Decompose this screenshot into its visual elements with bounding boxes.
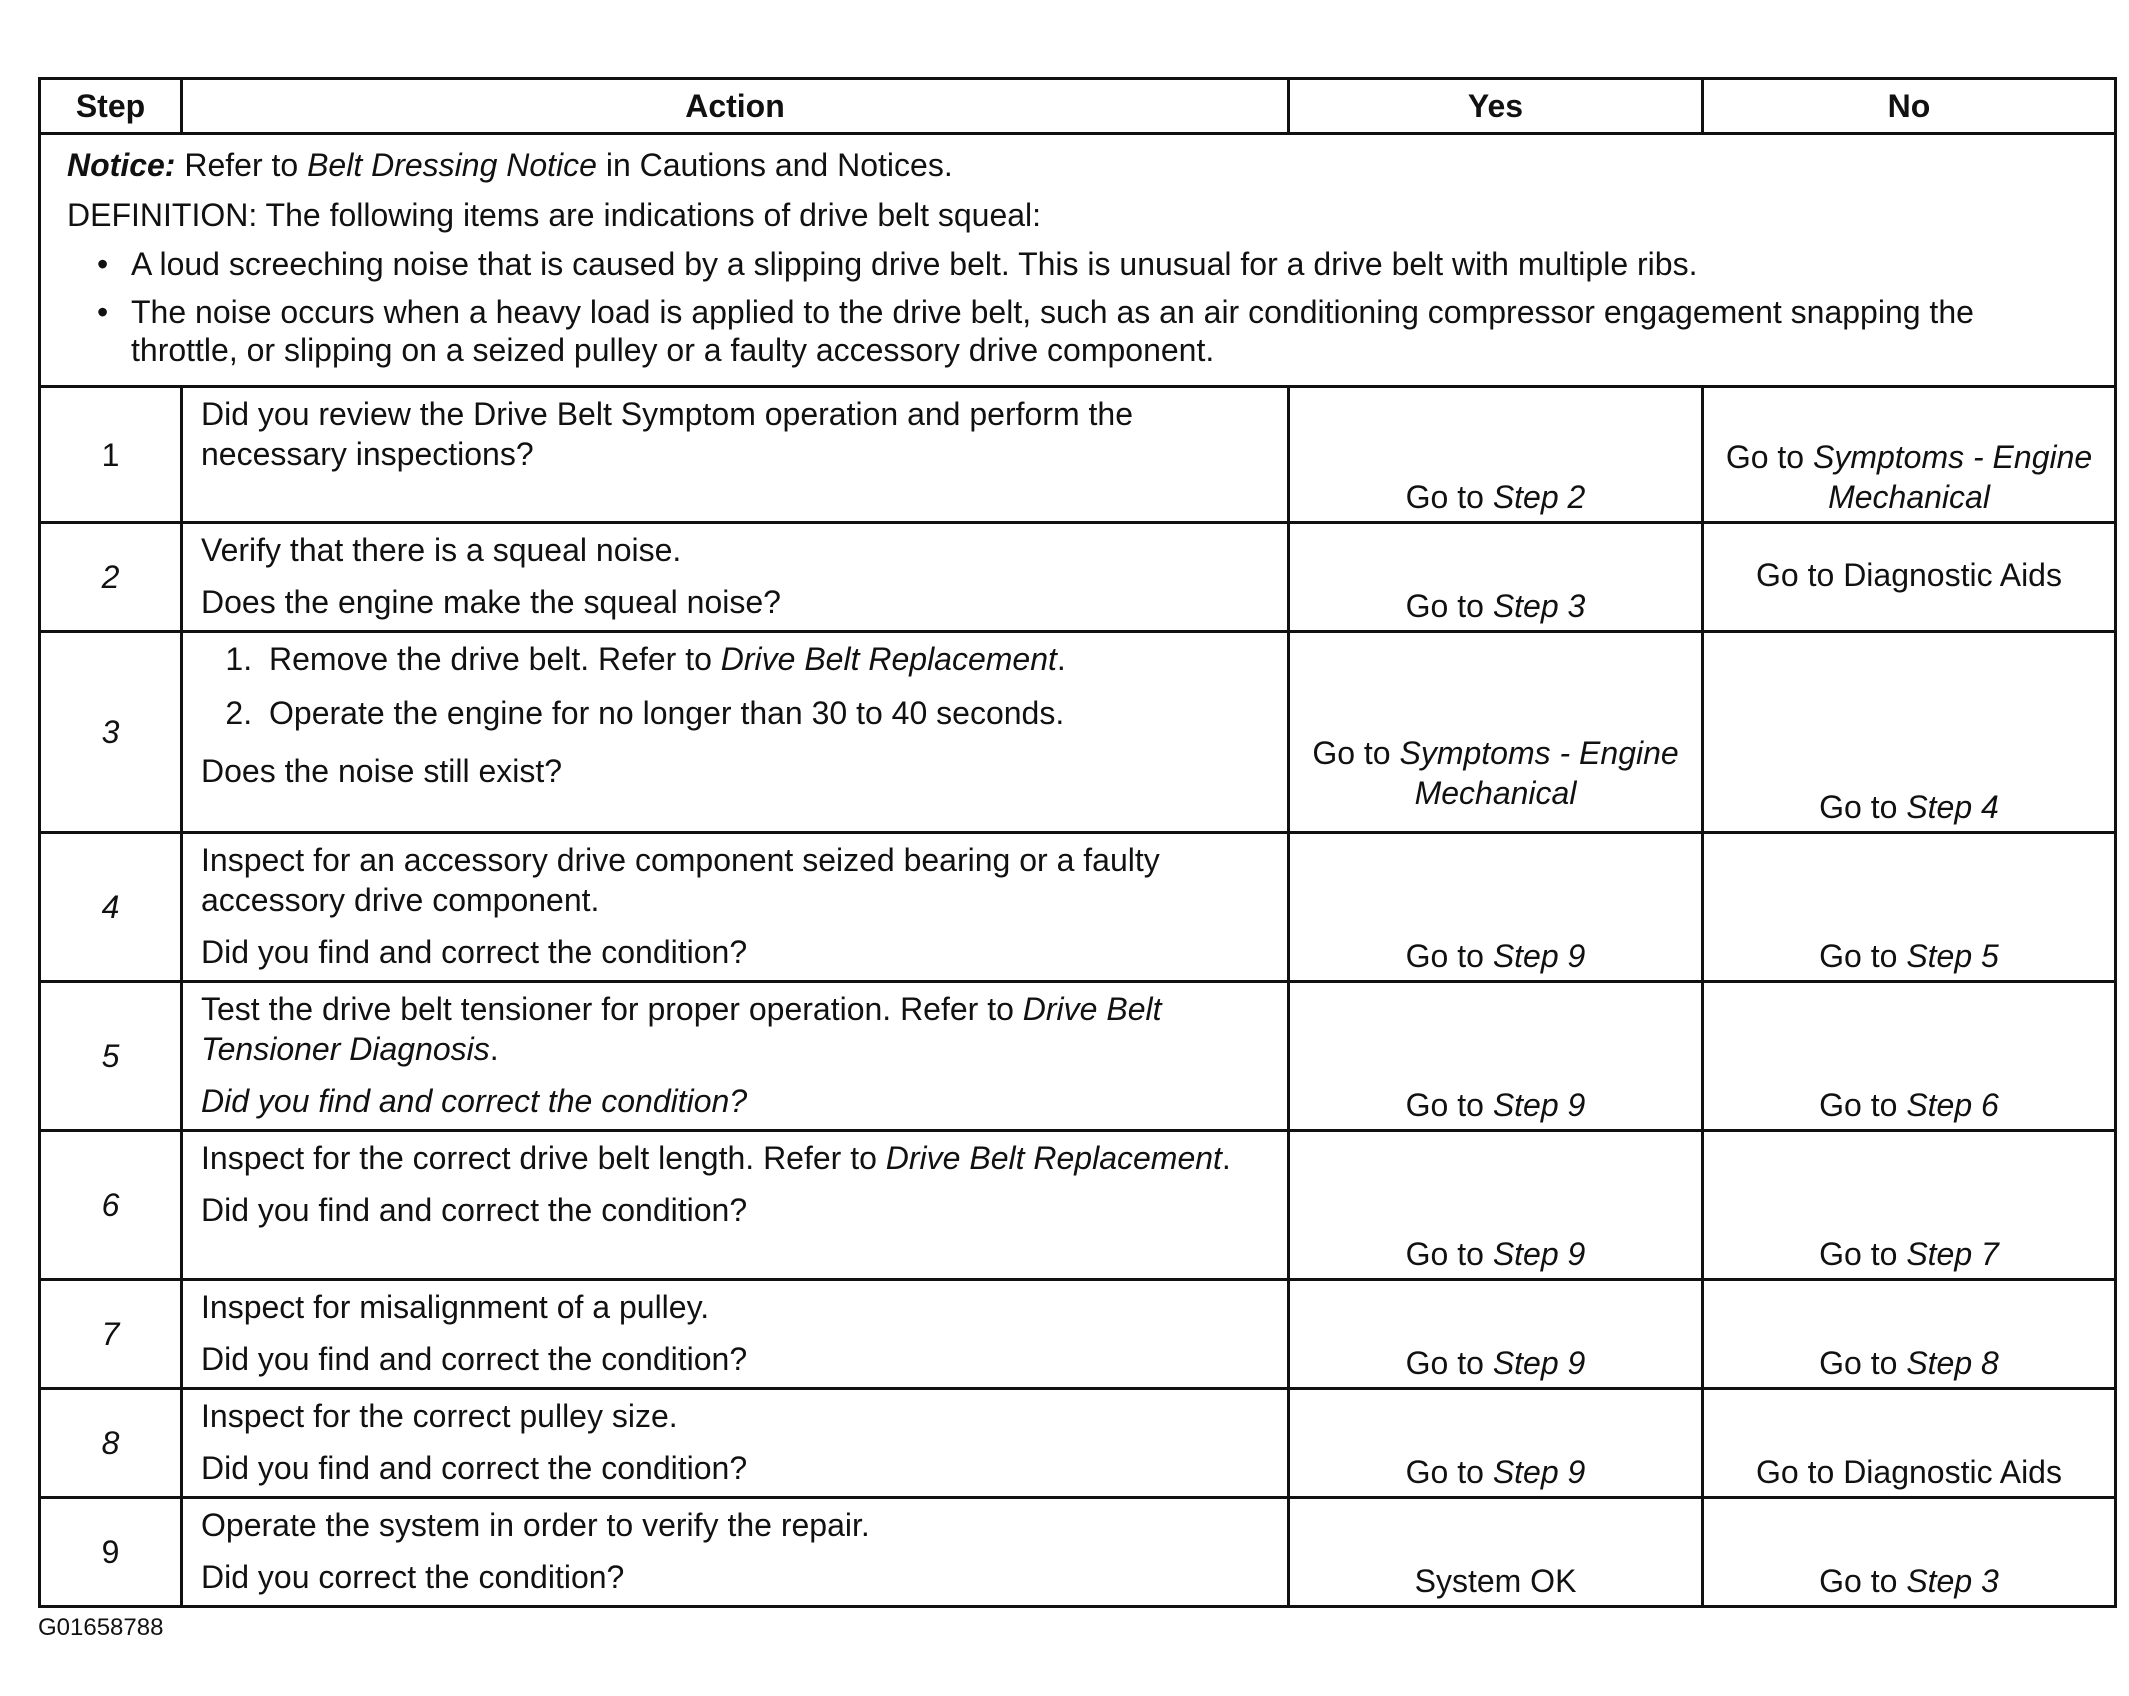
yes-prefix: Go to: [1405, 1345, 1493, 1381]
step-number: 4: [40, 833, 182, 982]
no-cell: Go to Diagnostic Aids: [1703, 1389, 2116, 1498]
no-cell: [1703, 1280, 2116, 1389]
action-text: Did you review the Drive Belt Symptom operation and perform the necessary inspections?: [201, 396, 1133, 472]
step-action: [182, 1498, 1289, 1607]
diagnostic-table: [38, 77, 2117, 1608]
notice-line: [67, 145, 2088, 185]
yes-prefix: Go to: [1405, 1236, 1493, 1272]
yes-ref: Symptoms - Engine Mechanical: [1399, 735, 1679, 811]
action-text-post: .: [489, 1031, 499, 1067]
action-question: Did you find and correct the condition?: [201, 1450, 748, 1486]
yes-prefix: Go to: [1405, 588, 1493, 624]
no-prefix: Go to: [1725, 439, 1813, 475]
header-no: No: [1703, 79, 2116, 134]
no-ref: Step 3: [1906, 1563, 1999, 1599]
step-row-3: [40, 632, 2116, 833]
no-prefix: Go to: [1819, 1087, 1907, 1123]
step-action: [182, 387, 1289, 523]
yes-cell: [1289, 1131, 1703, 1280]
no-ref: Step 4: [1906, 789, 1999, 825]
yes-cell: [1289, 632, 1703, 833]
yes-cell: System OK: [1289, 1498, 1703, 1607]
yes-ref: Step 2: [1492, 479, 1586, 515]
no-prefix: Go to: [1819, 789, 1907, 825]
header-yes: Yes: [1289, 79, 1703, 134]
step-row-6: [40, 1131, 2116, 1280]
no-cell: [1703, 1131, 2116, 1280]
action-question: Does the engine make the squeal noise?: [201, 584, 781, 620]
no-ref: Step 5: [1906, 938, 1999, 974]
no-cell: [1703, 833, 2116, 982]
yes-ref: Step 9: [1492, 1087, 1586, 1123]
step-number: 8: [40, 1389, 182, 1498]
no-ref: Step 7: [1906, 1236, 1999, 1272]
action-question: Did you find and correct the condition?: [201, 934, 748, 970]
notice-post: in Cautions and Notices.: [596, 147, 953, 183]
action-step-1-ref: Drive Belt Replacement: [720, 641, 1057, 677]
yes-cell: [1289, 387, 1703, 523]
action-ref: Drive Belt Replacement: [885, 1140, 1222, 1176]
yes-prefix: Go to: [1312, 735, 1400, 771]
yes-prefix: Go to: [1405, 938, 1493, 974]
no-ref: Step 6: [1906, 1087, 1999, 1123]
definition-bullet-1: • A loud screeching noise that is caused by a slipping drive belt. This is unusual for a drive belt with multiple ribs.: [131, 245, 2088, 283]
step-action: [182, 1280, 1289, 1389]
step-action: [182, 1389, 1289, 1498]
step-row-9: [40, 1498, 2116, 1607]
no-cell: [1703, 387, 2116, 523]
action-question: Does the noise still exist?: [201, 753, 563, 789]
step-action: [182, 632, 1289, 833]
step-number: 6: [40, 1131, 182, 1280]
figure-id: G01658788: [38, 1614, 164, 1641]
step-action: [182, 523, 1289, 632]
action-text: Inspect for misalignment of a pulley.: [201, 1289, 710, 1325]
yes-cell: [1289, 833, 1703, 982]
no-prefix: Go to: [1819, 1236, 1907, 1272]
header-row: [40, 79, 2116, 134]
action-text: Verify that there is a squeal noise.: [201, 532, 682, 568]
action-text: Inspect for the correct pulley size.: [201, 1398, 678, 1434]
yes-cell: [1289, 1389, 1703, 1498]
action-ref: Drive Belt Tensioner Diagnosis: [201, 991, 1162, 1067]
notice-pre: Refer to: [175, 147, 308, 183]
action-step-1-text: Remove the drive belt. Refer to: [269, 641, 721, 677]
action-text: [201, 989, 1269, 1069]
yes-prefix: Go to: [1405, 1087, 1493, 1123]
step-number: 7: [40, 1280, 182, 1389]
step-number: 5: [40, 982, 182, 1131]
no-ref: Step 8: [1906, 1345, 1999, 1381]
yes-cell: [1289, 982, 1703, 1131]
action-steps: [201, 639, 1269, 733]
yes-ref: Step 9: [1492, 938, 1586, 974]
definition-line: DEFINITION: The following items are indications of drive belt squeal:: [67, 197, 1042, 233]
action-text: Operate the system in order to verify the repair.: [201, 1507, 870, 1543]
action-text-post: .: [1221, 1140, 1231, 1176]
step-number: 1: [40, 387, 182, 523]
action-text-pre: Test the drive belt tensioner for proper operation. Refer to: [201, 991, 1023, 1027]
definition-bullet-2: • The noise occurs when a heavy load is applied to the drive belt, such as an air conditioning compressor engagement snapping the throttle, or slipping on a seized pulley or a faulty accessory drive component.: [131, 293, 2088, 369]
step-row-2: [40, 523, 2116, 632]
definition-list: [67, 245, 2088, 369]
preamble-cell: [40, 134, 2116, 387]
action-question: Did you find and correct the condition?: [201, 1192, 748, 1228]
no-prefix: Go to: [1819, 1345, 1907, 1381]
action-text: Inspect for an accessory drive component seized bearing or a faulty accessory drive component.: [201, 842, 1160, 918]
yes-ref: Step 9: [1492, 1454, 1586, 1490]
action-question: Did you find and correct the condition?: [201, 1341, 748, 1377]
no-cell: [1703, 1498, 2116, 1607]
yes-ref: Step 3: [1492, 588, 1586, 624]
no-ref: Symptoms - Engine Mechanical: [1812, 439, 2093, 515]
action-question: Did you find and correct the condition?: [201, 1083, 748, 1119]
step-row-1: [40, 387, 2116, 523]
step-row-4: [40, 833, 2116, 982]
yes-ref: Step 9: [1492, 1345, 1586, 1381]
step-row-5: [40, 982, 2116, 1131]
step-number: 9: [40, 1498, 182, 1607]
preamble-row: [40, 134, 2116, 387]
step-number: 2: [40, 523, 182, 632]
action-step-2: 2. Operate the engine for no longer than 30 to 40 seconds.: [261, 693, 1269, 733]
step-number: 3: [40, 632, 182, 833]
no-cell: [1703, 632, 2116, 833]
step-row-7: [40, 1280, 2116, 1389]
step-action: [182, 833, 1289, 982]
action-text: [201, 1138, 1269, 1178]
notice-ref: Belt Dressing Notice: [307, 147, 597, 183]
notice-label: Notice:: [67, 147, 176, 183]
yes-prefix: Go to: [1405, 479, 1493, 515]
action-text-pre: Inspect for the correct drive belt length. Refer to: [201, 1140, 886, 1176]
action-question: Did you correct the condition?: [201, 1559, 625, 1595]
header-action: Action: [182, 79, 1289, 134]
step-row-8: [40, 1389, 2116, 1498]
step-action: [182, 982, 1289, 1131]
step-action: [182, 1131, 1289, 1280]
no-prefix: Go to: [1819, 938, 1907, 974]
yes-ref: Step 9: [1492, 1236, 1586, 1272]
action-step-1: [261, 639, 1269, 679]
no-prefix: Go to: [1819, 1563, 1907, 1599]
yes-prefix: Go to: [1405, 1454, 1493, 1490]
yes-cell: [1289, 523, 1703, 632]
no-cell: Go to Diagnostic Aids: [1703, 523, 2116, 632]
header-step: Step: [40, 79, 182, 134]
action-step-1-post: .: [1056, 641, 1066, 677]
no-cell: [1703, 982, 2116, 1131]
yes-cell: [1289, 1280, 1703, 1389]
